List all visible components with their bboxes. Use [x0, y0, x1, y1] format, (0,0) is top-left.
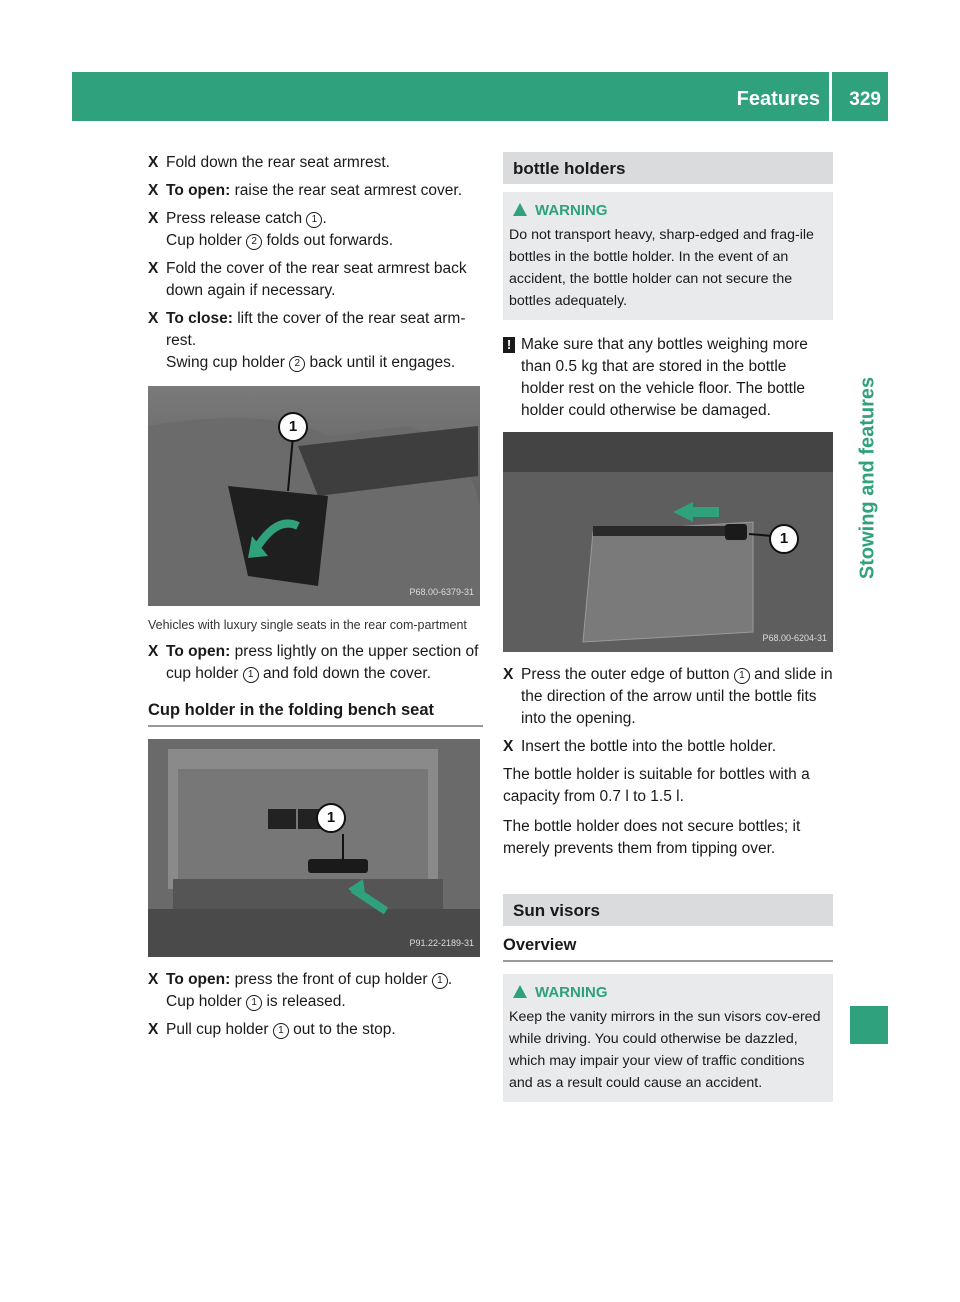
step-marker-icon: X: [503, 666, 514, 683]
result-text-after: back until it engages.: [305, 354, 456, 371]
step-text: Press release catch: [166, 210, 307, 227]
callout-number: 2: [246, 234, 262, 250]
warning-label: WARNING: [535, 202, 608, 219]
paragraph-secure: The bottle holder does not secure bottles; it merely prevents them from tipping over.: [503, 818, 801, 857]
step-text: press the front of cup holder: [230, 971, 432, 988]
page-number: 329: [849, 89, 881, 110]
callout-1: 1: [316, 803, 346, 833]
callout-number: 1: [243, 667, 259, 683]
step-text: press lightly on the upper section of cup holder: [166, 643, 479, 682]
warning-box-2: [503, 974, 833, 1102]
step-text: raise the rear seat armrest cover.: [230, 182, 463, 199]
step-text-after: and slide in the direction of the arrow until the bottle fits into the opening.: [521, 666, 833, 727]
result-text: Cup holder: [166, 993, 247, 1010]
warning-box: [503, 192, 833, 320]
warning-heading: [509, 200, 827, 222]
step-bold: To open:: [166, 643, 231, 660]
header-divider: [829, 72, 832, 121]
step-marker-icon: X: [148, 182, 159, 199]
warning-label: WARNING: [535, 984, 608, 1001]
step-text: Fold down the rear seat armrest.: [166, 154, 390, 171]
step-bold: To open:: [166, 971, 231, 988]
callout-1: 1: [769, 524, 799, 554]
step-open-bench: [148, 969, 483, 1013]
callout-number: 1: [734, 668, 750, 684]
step-text: lift the cover of the rear seat arm-rest.: [166, 310, 466, 349]
armrest-illustration: [148, 386, 480, 606]
step-text: Fold the cover of the rear seat armrest back down again if necessary.: [166, 260, 467, 299]
sun-visors-heading: Sun visors: [503, 894, 833, 926]
callout-1: 1: [278, 412, 308, 442]
step-marker-icon: X: [503, 738, 514, 755]
step-open-luxury: [148, 641, 483, 685]
step-to-open: [148, 180, 483, 202]
photo-code: P91.22-2189-31: [409, 938, 474, 948]
header-title: Features: [736, 88, 820, 110]
step-text-after: .: [447, 971, 453, 988]
step-bold: To close:: [166, 310, 233, 327]
callout-number: 1: [273, 1023, 289, 1039]
step-bold: To open:: [166, 182, 231, 199]
step-release-catch: [148, 208, 483, 252]
side-tab-marker: [850, 1006, 888, 1044]
step-marker-icon: X: [148, 154, 159, 171]
step-marker-icon: X: [148, 971, 159, 988]
warning-text: Do not transport heavy, sharp-edged and frag-ile bottles in the bottle holder. In the event of an accident, the bottle holder can not secure the bottles adequately.: [509, 227, 814, 309]
bottle-holders-heading: bottle holders: [503, 152, 833, 184]
bench-seat-photo: [148, 739, 480, 957]
left-column: [148, 152, 483, 1047]
paragraph-capacity: The bottle holder is suitable for bottles with a capacity from 0.7 l to 1.5 l.: [503, 766, 810, 805]
note: [503, 334, 833, 422]
step-fold-down: [148, 152, 483, 174]
photo-code: P68.00-6379-31: [409, 587, 474, 597]
step-pull: [148, 1019, 483, 1041]
step-marker-icon: X: [148, 643, 159, 660]
step-text-after: and fold down the cover.: [258, 665, 432, 682]
step-text: Press the outer edge of button: [521, 666, 734, 683]
warning-triangle-icon: [513, 985, 527, 998]
side-tab-label: Stowing and features: [856, 376, 879, 580]
result-text-after: folds out forwards.: [262, 232, 394, 249]
step-marker-icon: X: [148, 260, 159, 277]
callout-number: 1: [246, 995, 262, 1011]
header-bar: [72, 72, 888, 121]
step-text-after: .: [322, 210, 327, 227]
step-to-close: [148, 308, 483, 374]
section-heading: Cup holder in the folding bench seat: [148, 699, 483, 727]
warning-text: Keep the vanity mirrors in the sun visors cov-ered while driving. You could otherwise be dazzled, which may impair your view of traffic conditions and as a result could cause an accident.: [509, 1009, 821, 1091]
note-text: Make sure that any bottles weighing more than 0.5 kg that are stored in the bottle holder rest on the vehicle floor. The bottle holder could otherwise be damaged.: [521, 336, 808, 419]
exclamation-icon: !: [503, 337, 515, 353]
step-fold-cover: [148, 258, 483, 302]
step-marker-icon: X: [148, 310, 159, 327]
step-press-button: [503, 664, 833, 730]
photo-code: P68.00-6204-31: [762, 633, 827, 643]
step-insert-bottle: [503, 736, 833, 758]
result-text: Swing cup holder: [166, 354, 290, 371]
result-text-after: is released.: [262, 993, 346, 1010]
step-marker-icon: X: [148, 1021, 159, 1038]
callout-number: 1: [306, 212, 322, 228]
bottle-holder-photo: [503, 432, 833, 652]
step-text: Pull cup holder: [166, 1021, 273, 1038]
step-text-after: out to the stop.: [288, 1021, 396, 1038]
callout-number: 1: [432, 973, 448, 989]
result-text: Cup holder: [166, 232, 247, 249]
bench-seat-illustration: [148, 739, 480, 957]
step-text: Insert the bottle into the bottle holder.: [521, 738, 777, 755]
warning-triangle-icon: [513, 203, 527, 216]
step-marker-icon: X: [148, 210, 159, 227]
right-column: [503, 152, 833, 1102]
warning-heading: [509, 982, 827, 1004]
armrest-photo: [148, 386, 480, 606]
callout-number: 2: [289, 356, 305, 372]
overview-heading: Overview: [503, 934, 833, 962]
photo-caption: Vehicles with luxury single seats in the rear com-partment: [148, 618, 467, 632]
